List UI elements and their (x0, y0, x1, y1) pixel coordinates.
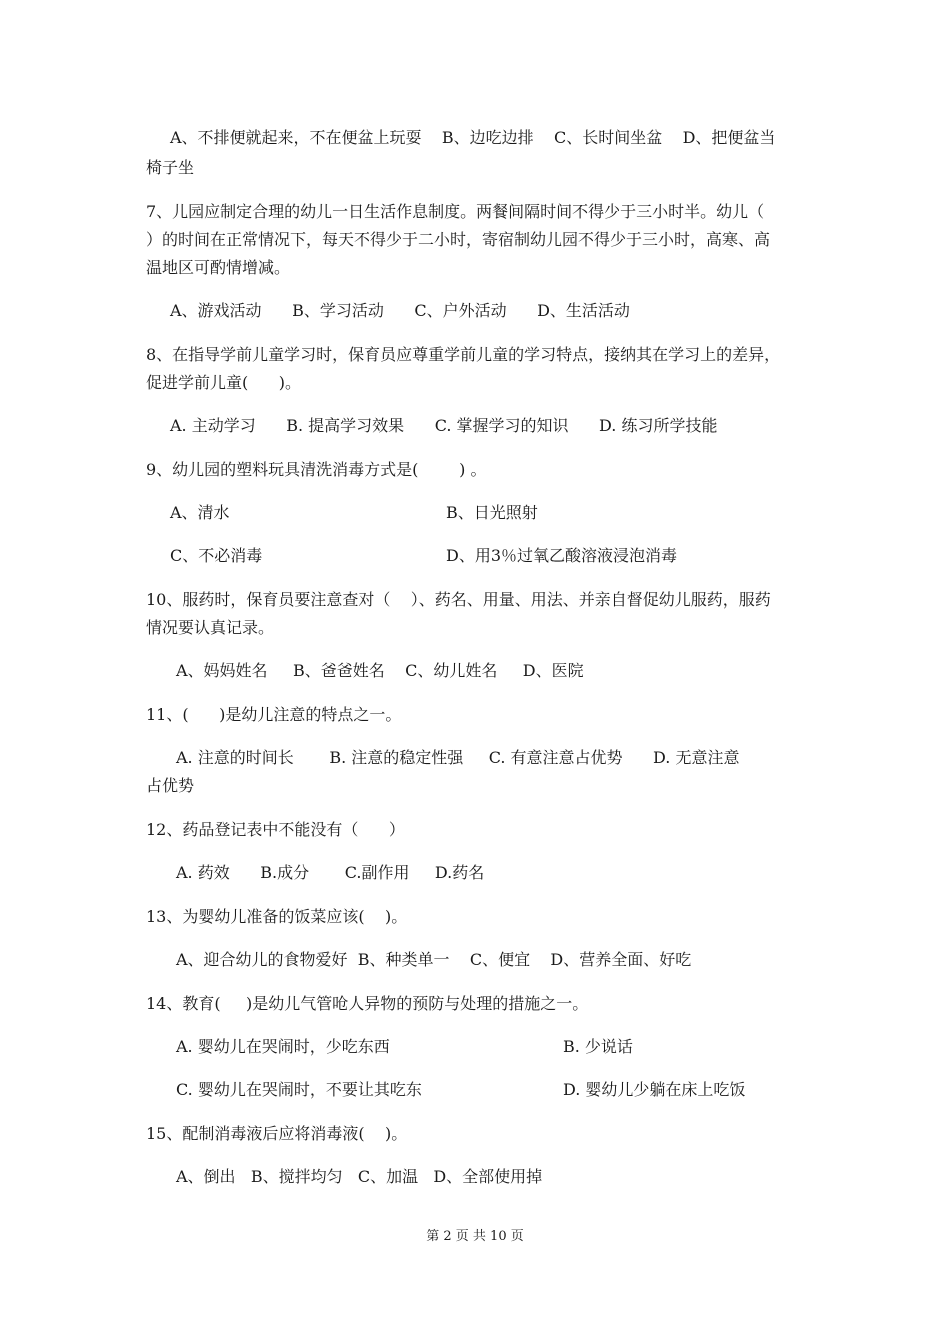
q6-options-line1: A、不排便就起来，不在便盆上玩耍 B、边吃边排 C、长时间坐盆 D、把便盆当 (170, 128, 776, 147)
q8-options: A. 主动学习 B. 提高学习效果 C. 掌握学习的知识 D. 练习所学技能 (170, 416, 718, 435)
q7-options: A、游戏活动 B、学习活动 C、户外活动 D、生活活动 (170, 301, 630, 320)
q7-text-line1: 7、儿园应制定合理的幼儿一日生活作息制度。两餐间隔时间不得少于三小时半。幼儿（ (146, 202, 765, 221)
q10-options: A、妈妈姓名 B、爸爸姓名 C、幼儿姓名 D、医院 (176, 661, 584, 680)
q14-text: 14、教育( )是幼儿气管呛人异物的预防与处理的措施之一。 (146, 994, 589, 1013)
q7-text-line3: 温地区可酌情增减。 (146, 258, 291, 277)
q14-option-a: A. 婴幼儿在哭闹时，少吃东西 (176, 1037, 390, 1056)
q11-text: 11、( )是幼儿注意的特点之一。 (146, 705, 402, 724)
q10-text-line1: 10、服药时，保育员要注意查对（ ）、药名、用量、用法、并亲自督促幼儿服药，服药 (146, 590, 771, 609)
page-number-footer: 第 2 页 共 10 页 (426, 1229, 524, 1244)
q6-options-line2: 椅子坐 (146, 158, 195, 177)
q9-option-d: D、用3％过氧乙酸溶液浸泡消毒 (446, 546, 678, 565)
q15-options: A、倒出 B、搅拌均匀 C、加温 D、全部使用掉 (176, 1167, 543, 1186)
q8-text-line2: 促进学前儿童( )。 (146, 373, 302, 392)
q9-option-a: A、清水 (170, 503, 230, 522)
q13-text: 13、为婴幼儿准备的饭菜应该( )。 (146, 907, 408, 926)
q11-options-line2: 占优势 (146, 776, 195, 795)
q11-options: A. 注意的时间长 B. 注意的稳定性强 C. 有意注意占优势 D. 无意注意 (176, 748, 740, 767)
q13-options: A、迎合幼儿的食物爱好 B、种类单一 C、便宜 D、营养全面、好吃 (176, 950, 692, 969)
q9-text: 9、幼儿园的塑料玩具清洗消毒方式是( ) 。 (146, 460, 487, 479)
q9-option-c: C、不必消毒 (170, 546, 263, 565)
q10-text-line2: 情况要认真记录。 (146, 618, 275, 637)
q14-option-c: C. 婴幼儿在哭闹时，不要让其吃东 (176, 1080, 422, 1099)
q7-text-line2: ）的时间在正常情况下，每天不得少于二小时，寄宿制幼儿园不得少于三小时，高寒、高 (146, 230, 771, 249)
q12-text: 12、药品登记表中不能没有（ ） (146, 820, 405, 839)
q14-option-d: D. 婴幼儿少躺在床上吃饭 (563, 1080, 746, 1099)
q12-options: A. 药效 B.成分 C.副作用 D.药名 (176, 863, 485, 882)
q8-text-line1: 8、在指导学前儿童学习时，保育员应尊重学前儿童的学习特点，接纳其在学习上的差异， (146, 345, 781, 364)
q15-text: 15、配制消毒液后应将消毒液( )。 (146, 1124, 408, 1143)
q14-option-b: B. 少说话 (563, 1037, 633, 1056)
q9-option-b: B、日光照射 (446, 503, 538, 522)
